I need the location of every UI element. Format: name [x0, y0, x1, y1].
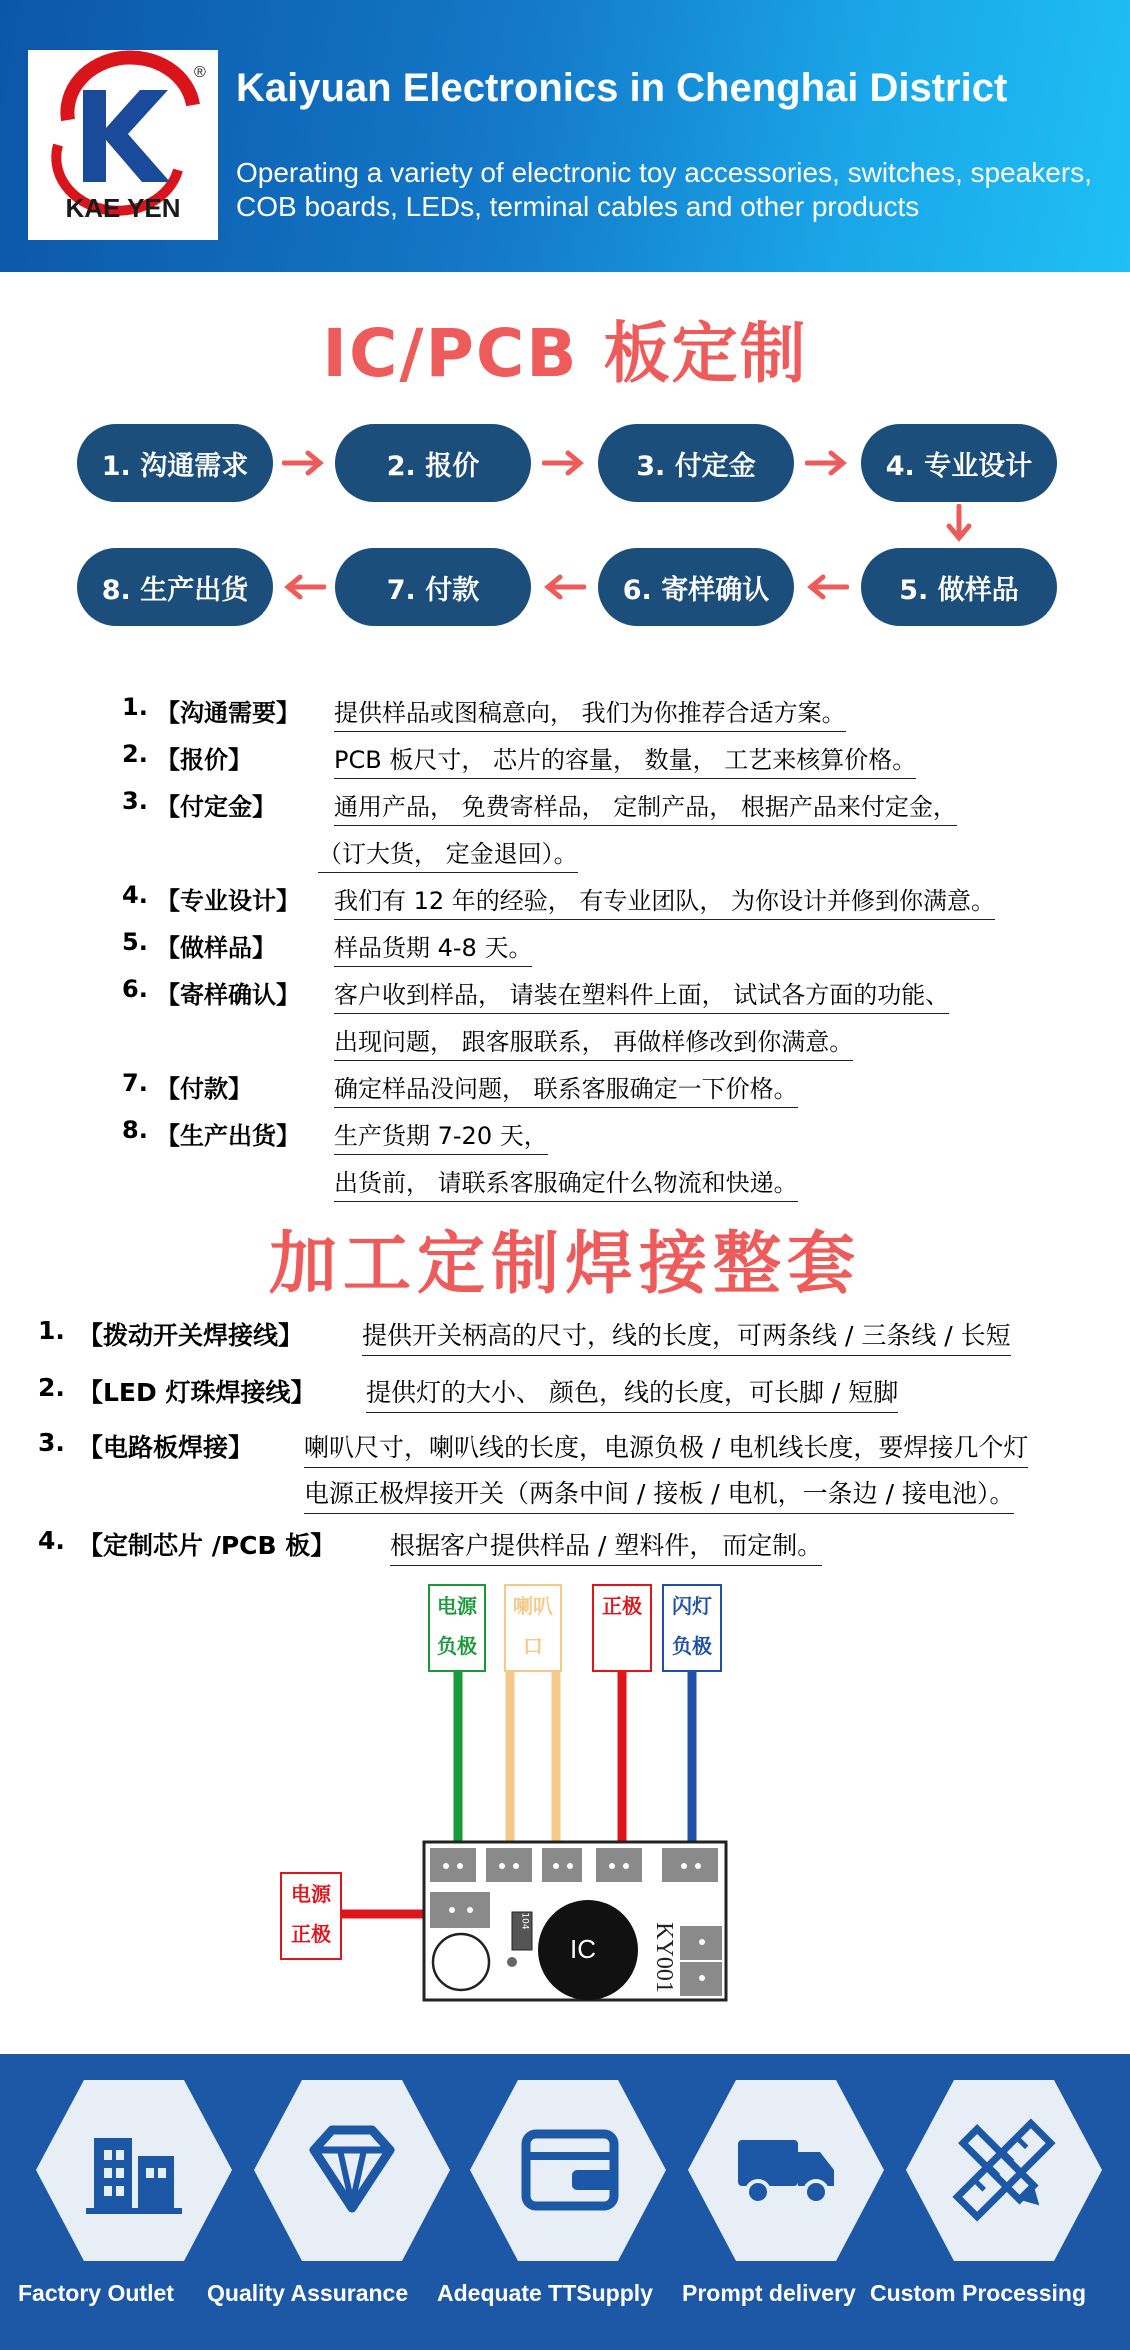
item-label: 【LED 灯珠焊接线】	[78, 1378, 316, 1407]
feature-label: Quality Assurance	[207, 2280, 409, 2306]
item-number: 1.	[38, 1316, 65, 1345]
feature-label: Factory Outlet	[18, 2280, 174, 2306]
step-label: 【做样品】	[156, 934, 276, 962]
step-label: 【生产出货】	[156, 1122, 300, 1150]
step-label: 【付定金】	[156, 793, 276, 821]
step-label: 【报价】	[156, 746, 252, 774]
feature-supply	[468, 2078, 668, 2263]
step-label: 【专业设计】	[156, 887, 300, 915]
flow-step-3: 3. 付定金	[598, 424, 794, 502]
feature-label: Adequate TTSupply	[437, 2280, 653, 2306]
step-text: 生产货期 7-20 天，	[334, 1116, 548, 1155]
feature-factory	[34, 2078, 234, 2263]
board-model-label: KY001	[650, 1922, 677, 1993]
item-text: 提供灯的大小、 颜色，线的长度，可长脚 / 短脚	[366, 1373, 898, 1413]
step-label: 【付款】	[156, 1075, 252, 1103]
feature-label: Prompt delivery	[682, 2280, 856, 2306]
feature-custom	[904, 2078, 1104, 2263]
step-text: 样品货期 4-8 天。	[334, 928, 532, 967]
step-text: 提供样品或图稿意向， 我们为你推荐合适方案。	[334, 693, 846, 732]
tag-positive: 正极	[592, 1584, 652, 1672]
step-text: 客户收到样品， 请装在塑料件上面， 试试各方面的功能、	[334, 975, 949, 1014]
flow-step-4: 4. 专业设计	[861, 424, 1057, 502]
wallet-icon	[468, 2078, 668, 2263]
item-number: 4.	[38, 1526, 65, 1555]
feature-quality	[252, 2078, 452, 2263]
item-label: 【电路板焊接】	[78, 1433, 254, 1462]
flow-step-7: 7. 付款	[335, 548, 531, 626]
flow-step-2: 2. 报价	[335, 424, 531, 502]
pencil-ruler-icon	[904, 2078, 1104, 2263]
item-number: 2.	[38, 1373, 65, 1402]
feature-delivery	[686, 2078, 886, 2263]
item-text: 喇叭尺寸，喇叭线的长度，电源负极 / 电机线长度，要焊接几个灯	[304, 1428, 1028, 1468]
building-icon	[34, 2078, 234, 2263]
item-text: 电源正极焊接开关（两条中间 / 接板 / 电机，一条边 / 接电池）。	[304, 1474, 1014, 1514]
tag-power-negative: 电源 负极	[428, 1584, 486, 1672]
section-title-ic-pcb: IC/PCB 板定制	[322, 315, 808, 392]
step-number: 3.	[122, 787, 148, 815]
item-label: 【拨动开关焊接线】	[78, 1321, 304, 1350]
section-title-welding: 加工定制焊接整套	[268, 1225, 861, 1304]
step-text: 确定样品没问题， 联系客服确定一下价格。	[334, 1069, 798, 1108]
item-label: 【定制芯片 /PCB 板】	[78, 1531, 336, 1560]
registered-mark: ®	[194, 64, 206, 81]
tag-flash-negative: 闪灯 负极	[662, 1584, 722, 1672]
company-title: Kaiyuan Electronics in Chenghai District	[236, 66, 1008, 110]
item-text: 根据客户提供样品 / 塑料件， 而定制。	[390, 1526, 822, 1566]
step-number: 8.	[122, 1116, 148, 1144]
step-text: 我们有 12 年的经验， 有专业团队， 为你设计并修到你满意。	[334, 881, 995, 920]
step-number: 7.	[122, 1069, 148, 1097]
step-label: 【寄样确认】	[156, 981, 300, 1009]
logo-text: KAE YEN	[65, 193, 181, 223]
item-number: 3.	[38, 1428, 65, 1457]
ic-label: IC	[570, 1934, 596, 1964]
flow-step-8: 8. 生产出货	[77, 548, 273, 626]
step-label: 【沟通需要】	[156, 699, 300, 727]
flow-step-1: 1. 沟通需求	[77, 424, 273, 502]
flow-step-5: 5. 做样品	[861, 548, 1057, 626]
step-text: 出货前， 请联系客服确定什么物流和快递。	[334, 1163, 798, 1202]
step-text: PCB 板尺寸， 芯片的容量， 数量， 工艺来核算价格。	[334, 740, 916, 779]
tag-power-positive: 电源 正极	[280, 1872, 342, 1960]
step-number: 1.	[122, 693, 148, 721]
step-number: 6.	[122, 975, 148, 1003]
item-text: 提供开关柄高的尺寸，线的长度，可两条线 / 三条线 / 长短	[362, 1316, 1011, 1356]
step-number: 4.	[122, 881, 148, 909]
step-text: 通用产品， 免费寄样品， 定制产品， 根据产品来付定金，	[334, 787, 957, 826]
flow-step-6: 6. 寄样确认	[598, 548, 794, 626]
company-subtitle: Operating a variety of electronic toy accessories, switches, speakers, COB boards, LEDs, terminal cables and other products	[236, 157, 1092, 222]
step-number: 5.	[122, 928, 148, 956]
resistor-label: 104	[519, 1912, 530, 1930]
feature-label: Custom Processing	[870, 2280, 1086, 2306]
step-text: （订大货， 定金退回）。	[318, 834, 578, 873]
step-number: 2.	[122, 740, 148, 768]
step-text: 出现问题， 跟客服联系， 再做样修改到你满意。	[334, 1022, 853, 1061]
truck-icon	[686, 2078, 886, 2263]
diamond-icon	[252, 2078, 452, 2263]
tag-speaker: 喇叭 口	[504, 1584, 562, 1672]
